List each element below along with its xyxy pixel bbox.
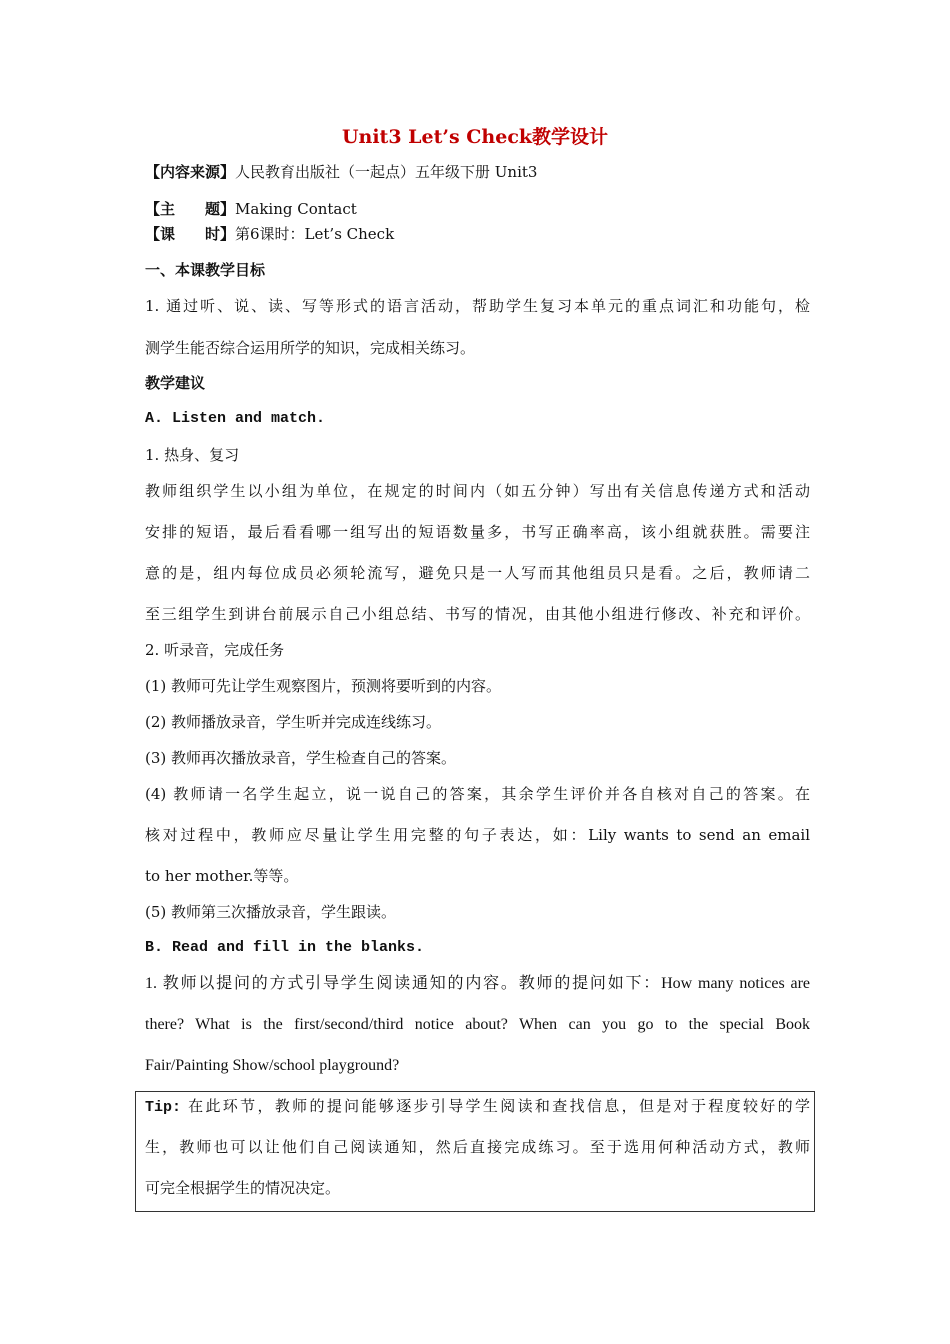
meta-source-label: 【内容来源】 [145, 163, 236, 181]
meta-topic [145, 198, 810, 220]
suggestions-heading: 教学建议 [145, 374, 206, 392]
part-b-heading: B. Read and fill in the blanks. [145, 939, 425, 956]
meta-period-value: 第6课时：Let’s Check [235, 225, 395, 243]
tip-line-1 [145, 1095, 810, 1119]
document-title: Unit3 Let’s Check教学设计 [341, 126, 609, 148]
para1-line-2: 安排的短语，最后看看哪一组写出的短语数量多，书写正确率高，该小组就获胜。需要注 [145, 523, 810, 541]
section-goals-heading: 一、本课教学目标 [145, 261, 266, 279]
tip-line-2: 生，教师也可以让他们自己阅读通知，然后直接完成练习。至于选用何种活动方式，教师 [145, 1138, 810, 1156]
part-a-heading: A. Listen and match. [145, 410, 326, 427]
meta-period-label: 【课 时】 [145, 225, 236, 243]
tip-line-3: 可完全根据学生的情况决定。 [145, 1179, 341, 1197]
meta-period [145, 223, 810, 245]
part-b-line-3: Fair/Painting Show/school playground? [145, 1057, 400, 1074]
step-3: (3) 教师再次播放录音，学生检查自己的答案。 [145, 749, 457, 767]
para1-line-3: 意的是，组内每位成员必须轮流写，避免只是一人写而其他组员只是看。之后，教师请二 [145, 564, 810, 582]
step-1: (1) 教师可先让学生观察图片，预测将要听到的内容。 [145, 677, 502, 695]
part-b-line-1: 1. 教师以提问的方式引导学生阅读通知的内容。教师的提问如下：How many notices are [145, 975, 810, 992]
goal-line-2: 测学生能否综合运用所学的知识，完成相关练习。 [145, 339, 476, 357]
para1-line-1: 教师组织学生以小组为单位，在规定的时间内（如五分钟）写出有关信息传递方式和活动 [145, 482, 810, 500]
step-5: (5) 教师第三次播放录音，学生跟读。 [145, 903, 397, 921]
tip-text-1: 在此环节，教师的提问能够逐步引导学生阅读和查找信息，但是对于程度较好的学 [181, 1097, 810, 1115]
listen-heading: 2. 听录音，完成任务 [145, 641, 285, 659]
warmup-heading: 1. 热身、复习 [145, 446, 240, 464]
step-2: (2) 教师播放录音，学生听并完成连线练习。 [145, 713, 442, 731]
tip-label: Tip: [145, 1099, 182, 1116]
part-b-line-2: there? What is the first/second/third notice about? When can you go to the special Book [145, 1016, 810, 1033]
meta-topic-label: 【主 题】 [145, 200, 236, 218]
goal-line-1: 1. 通过听、说、读、写等形式的语言活动，帮助学生复习本单元的重点词汇和功能句，检 [145, 297, 810, 315]
para1-line-4: 至三组学生到讲台前展示自己小组总结、书写的情况，由其他小组进行修改、补充和评价。 [145, 605, 810, 623]
meta-topic-value: Making Contact [235, 200, 357, 218]
meta-source-value: 人民教育出版社（一起点）五年级下册 Unit3 [235, 163, 538, 181]
step-4-line-3: to her mother.等等。 [145, 867, 299, 885]
step-4-line-2: 核对过程中，教师应尽量让学生用完整的句子表达，如：Lily wants to send an email [145, 826, 810, 844]
step-4-line-1: (4) 教师请一名学生起立，说一说自己的答案，其余学生评价并各自核对自己的答案。在 [145, 785, 810, 803]
meta-source [145, 161, 810, 183]
